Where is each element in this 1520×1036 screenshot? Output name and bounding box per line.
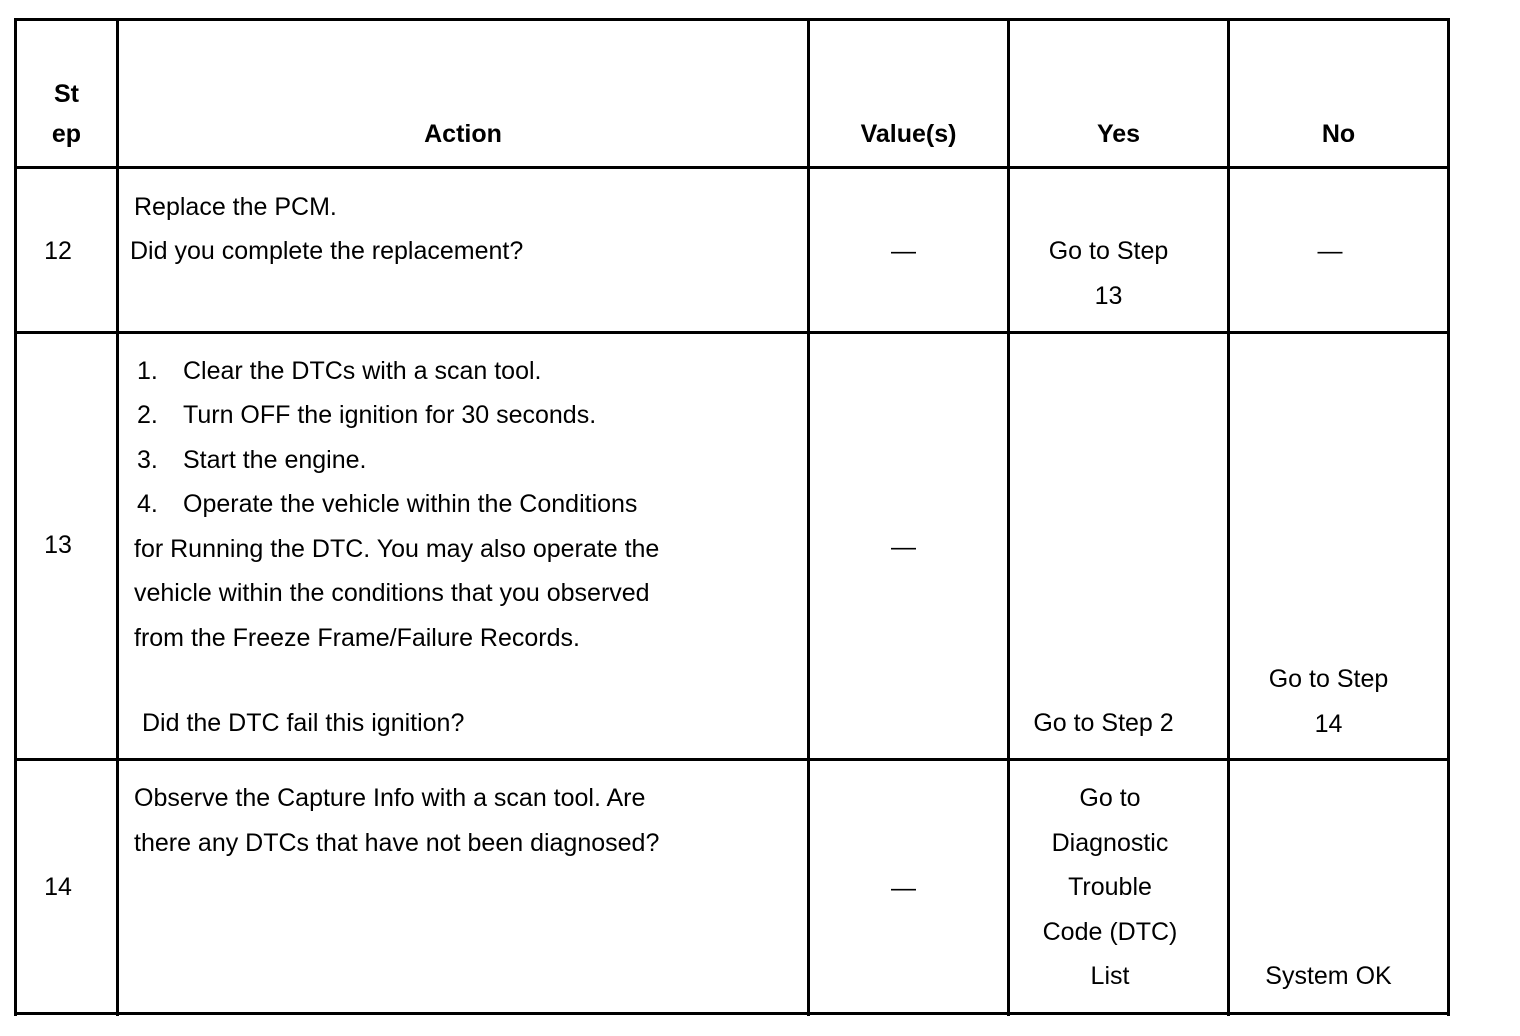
- action-text: vehicle within the conditions that you observed: [134, 579, 650, 607]
- list-item: Clear the DTCs with a scan tool.: [183, 357, 542, 385]
- no-cell: [1230, 657, 1427, 746]
- link-go-to-step-14[interactable]: 14: [1314, 709, 1343, 738]
- yes-cell: [1010, 776, 1210, 999]
- no-cell: —: [1317, 237, 1343, 265]
- list-number: 1.: [137, 357, 158, 385]
- action-text: Replace the PCM.: [134, 193, 337, 221]
- values-cell: —: [891, 237, 916, 265]
- values-cell: —: [891, 533, 916, 561]
- grid-line: [14, 758, 1450, 761]
- action-text: from the Freeze Frame/Failure Records.: [134, 624, 580, 652]
- header-yes: Yes: [1096, 120, 1141, 148]
- list-number: 3.: [137, 446, 158, 474]
- link-go-to-step-13[interactable]: Go to Step: [1048, 237, 1169, 265]
- action-question: Did the DTC fail this ignition?: [142, 709, 465, 737]
- grid-line: [14, 166, 1450, 169]
- grid-line: [14, 331, 1450, 334]
- list-item: Turn OFF the ignition for 30 seconds.: [183, 401, 597, 429]
- grid-line: [14, 18, 1450, 21]
- list-item: Start the engine.: [183, 446, 367, 474]
- list-item: Operate the vehicle within the Conditions: [183, 490, 638, 518]
- header-no: No: [1321, 120, 1356, 148]
- list-number: 4.: [137, 490, 158, 518]
- list-number: 2.: [137, 401, 158, 429]
- step-number: 12: [44, 237, 72, 265]
- action-text: for Running the DTC. You may also operate the: [134, 535, 660, 563]
- link-dtc-list[interactable]: Diagnostic: [1051, 828, 1169, 857]
- grid-line: [14, 1012, 1450, 1015]
- yes-cell: [1010, 229, 1207, 318]
- link-go-to-step-14[interactable]: Go to Step: [1268, 665, 1389, 693]
- link-go-to-step-2[interactable]: Go to Step 2: [1033, 709, 1174, 737]
- link-dtc-list[interactable]: Trouble: [1068, 873, 1152, 901]
- header-action: Action: [424, 120, 502, 148]
- link-dtc-list[interactable]: List: [1090, 962, 1130, 990]
- link-dtc-list[interactable]: Go to: [1079, 784, 1141, 812]
- step-number: 13: [44, 531, 72, 559]
- values-cell: —: [891, 874, 916, 902]
- action-text: Observe the Capture Info with a scan tool. Are: [134, 784, 646, 812]
- action-text: there any DTCs that have not been diagnosed?: [134, 829, 660, 857]
- action-text: Did you complete the replacement?: [130, 237, 524, 265]
- no-cell: System OK: [1265, 962, 1392, 990]
- header-step: St ep: [51, 80, 82, 148]
- link-dtc-list[interactable]: Code (DTC): [1042, 917, 1178, 946]
- step-number: 14: [44, 873, 72, 901]
- link-go-to-step-13[interactable]: 13: [1094, 281, 1123, 310]
- header-values: Value(s): [860, 120, 957, 148]
